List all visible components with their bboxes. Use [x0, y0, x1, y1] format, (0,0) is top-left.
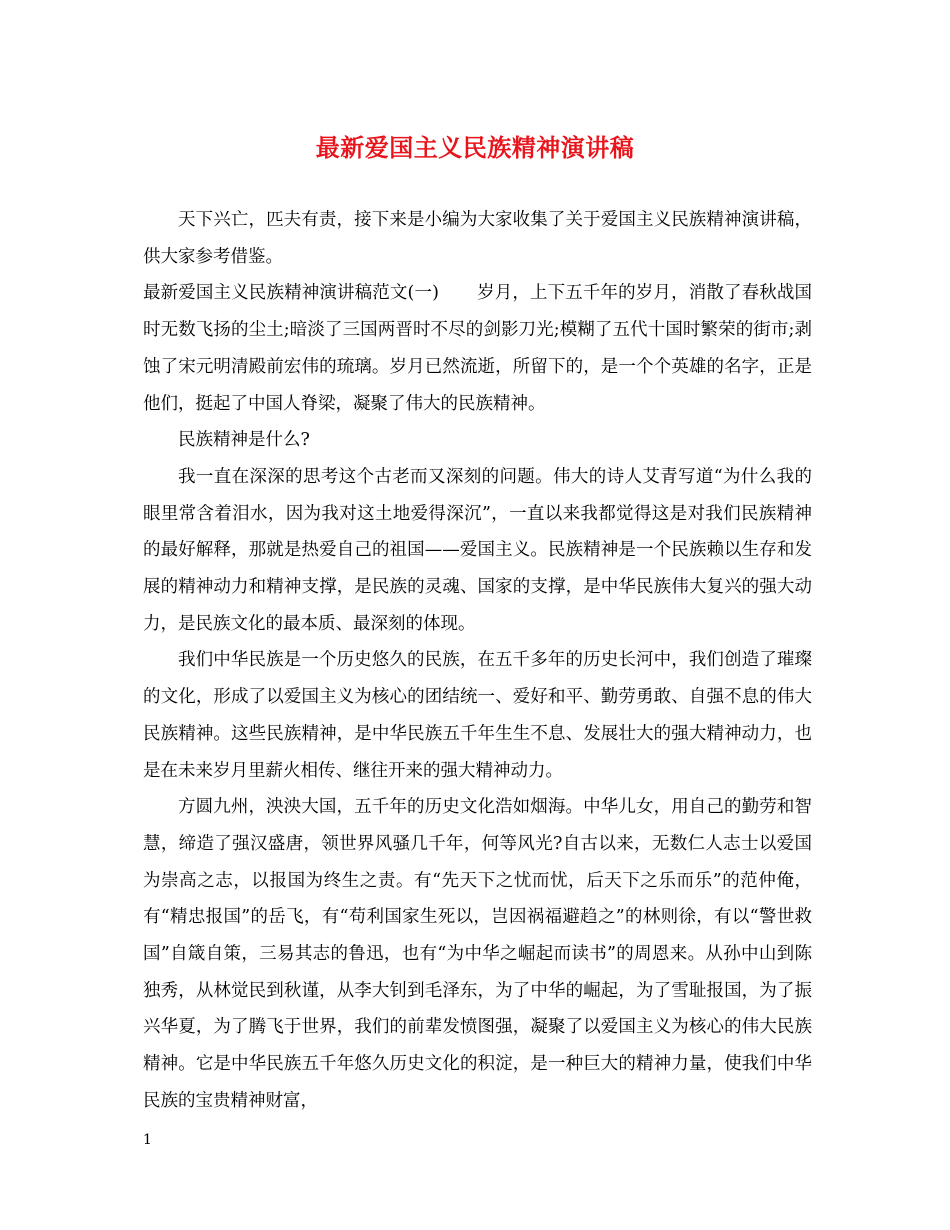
document-body: [143, 202, 812, 1120]
section-text: 岁月，上下五千年的岁月，消散了春秋战国时无数飞扬的尘土;暗淡了三国两晋时不尽的剑影刀光;模糊了五代十国时繁荣的街市;剥蚀了宋元明清殿前宏伟的琉璃。岁月已然流逝，所留下的，是一个个英雄的名字，正是他们，挺起了中国人脊梁，凝聚了伟大的民族精神。: [143, 283, 813, 414]
body-paragraph: 我一直在深深的思考这个古老而又深刻的问题。伟大的诗人艾青写道“为什么我的眼里常含着泪水，因为我对这土地爱得深沉”，一直以来我都觉得这是对我们民族精神的最好解释，那就是热爱自己的祖国——爱国主义。民族精神是一个民族赖以生存和发展的精神动力和精神支撑，是民族的灵魂、国家的支撑，是中华民族伟大复兴的强大动力，是民族文化的最本质、最深刻的体现。: [143, 466, 812, 634]
page-number: 1: [143, 1132, 152, 1148]
section-heading: 最新爱国主义民族精神演讲稿范文(一): [143, 283, 439, 304]
section-paragraph: [143, 275, 812, 422]
intro-paragraph: 天下兴亡，匹夫有责，接下来是小编为大家收集了关于爱国主义民族精神演讲稿，供大家参考借鉴。: [143, 210, 812, 267]
question-paragraph: 民族精神是什么?: [178, 430, 310, 451]
document-title: 最新爱国主义民族精神演讲稿: [315, 133, 635, 162]
body-paragraph: 我们中华民族是一个历史悠久的民族，在五千多年的历史长河中，我们创造了璀璨的文化，形成了以爱国主义为核心的团结统一、爱好和平、勤劳勇敢、自强不息的伟大民族精神。这些民族精神，是中华民族五千年生生不息、发展壮大的强大精神动力，也是在未来岁月里薪火相传、继往开来的强大精神动力。: [143, 650, 812, 781]
body-paragraph: 方圆九州，泱泱大国，五千年的历史文化浩如烟海。中华儿女，用自己的勤劳和智慧，缔造了强汉盛唐，领世界风骚几千年，何等风光?自古以来，无数仁人志士以爱国为崇高之志，以报国为终生之责。有“先天下之忧而忧，后天下之乐而乐”的范仲俺，有“精忠报国”的岳飞，有“苟利国家生死以，岂因祸福避趋之”的林则徐，有以“警世救国”自箴自策，三易其志的鲁迅，也有“为中华之崛起而读书”的周恩来。从孙中山到陈独秀，从林觉民到秋谨，从李大钊到毛泽东，为了中华的崛起，为了雪耻报国，为了振兴华夏，为了腾飞于世界，我们的前辈发愤图强，凝聚了以爱国主义为核心的伟大民族精神。它是中华民族五千年悠久历史文化的积淀，是一种巨大的精神力量，使我们中华民族的宝贵精神财富，: [143, 797, 812, 1111]
